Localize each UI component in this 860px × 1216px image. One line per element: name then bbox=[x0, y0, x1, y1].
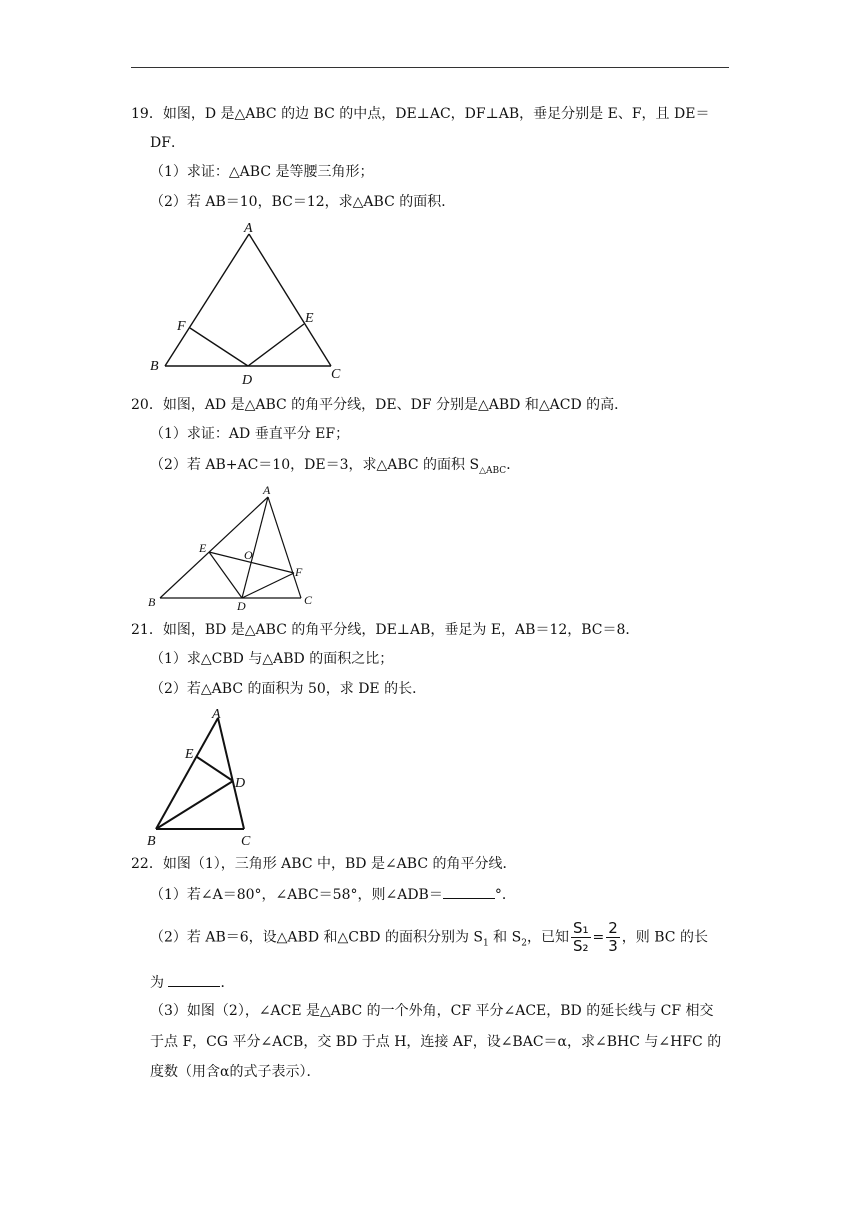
q22-part2-blank[interactable] bbox=[168, 972, 220, 987]
q22-s1-sub: 1 bbox=[483, 938, 489, 949]
q20-label-c: C bbox=[304, 593, 313, 607]
q20-part1: （1）求证：AD 垂直平分 EF； bbox=[150, 426, 350, 442]
q22-part2 bbox=[150, 920, 708, 960]
q19-label-f: F bbox=[177, 319, 186, 334]
q22-part1-blank[interactable] bbox=[443, 884, 495, 899]
q22-frac-den: S₂ bbox=[572, 937, 589, 955]
q22-part1-end: °． bbox=[494, 887, 516, 903]
q21-label-e: E bbox=[185, 747, 194, 762]
q22-part3-line3: 度数（用含α的式子表示）． bbox=[150, 1064, 321, 1080]
q22-part1-text: （1）若∠A＝80°，∠ABC＝58°，则∠ADB＝ bbox=[150, 887, 443, 903]
q19-label-e: E bbox=[305, 311, 314, 326]
q20-label-o: O bbox=[244, 548, 253, 562]
q21-label-b: B bbox=[147, 834, 156, 849]
q21-line1: 21．如图，BD 是△ABC 的角平分线，DE⊥AB，垂足为 E，AB＝12，BC＝8． bbox=[131, 622, 640, 638]
q22-part2-mid2: ，已知 bbox=[526, 929, 569, 946]
q19-line1: 19．如图，D 是△ABC 的边 BC 的中点，DE⊥AC，DF⊥AB，垂足分别是 E、F，且 DE＝ bbox=[131, 106, 710, 122]
q19-part2: （2）若 AB＝10，BC＝12，求△ABC 的面积． bbox=[150, 194, 456, 210]
q21-part1: （1）求△CBD 与△ABD 的面积之比； bbox=[150, 651, 394, 667]
q22-part2-line2-text: 为 bbox=[150, 975, 164, 991]
q22-frac-val-den: 3 bbox=[608, 937, 618, 955]
q22-line1: 22．如图（1），三角形 ABC 中，BD 是∠ABC 的角平分线． bbox=[131, 856, 517, 872]
q22-part3-line2: 于点 F，CG 平分∠ACB，交 BD 于点 H，连接 AF，设∠BAC＝α，求∠BHC 与∠HFC 的 bbox=[150, 1034, 722, 1050]
q20-part2-text: （2）若 AB+AC＝10，DE＝3，求△ABC 的面积 S bbox=[150, 457, 480, 473]
q19-label-a: A bbox=[244, 221, 253, 236]
q20-label-e: E bbox=[199, 541, 207, 555]
q19-label-b: B bbox=[150, 359, 159, 374]
header-rule bbox=[131, 67, 729, 68]
q20-line1: 20．如图，AD 是△ABC 的角平分线，DE、DF 分别是△ABD 和△ACD 的高． bbox=[131, 397, 629, 413]
q22-frac-val-num: 2 bbox=[608, 919, 618, 937]
q19-label-d: D bbox=[242, 373, 253, 388]
q20-label-d: D bbox=[237, 599, 246, 613]
q21-label-c: C bbox=[241, 834, 251, 849]
q22-s2-sub: 2 bbox=[521, 938, 527, 949]
q20-part2-sub: △ABC bbox=[479, 465, 507, 476]
q19-part1: （1）求证：△ABC 是等腰三角形； bbox=[150, 164, 374, 180]
q22-frac-equals: = bbox=[592, 929, 605, 946]
q22-frac-num: S₁ bbox=[572, 919, 589, 937]
q20-figure bbox=[140, 482, 330, 614]
q20-label-b: B bbox=[148, 595, 156, 609]
q22-part2-line2-end: ． bbox=[220, 975, 235, 991]
q22-part3-line1: （3）如图（2），∠ACE 是△ABC 的一个外角，CF 平分∠ACE，BD 的延长线与 CF 相交 bbox=[150, 1003, 714, 1019]
q20-label-a: A bbox=[263, 483, 271, 497]
q22-part2-text: （2）若 AB＝6，设△ABD 和△CBD 的面积分别为 S bbox=[150, 929, 483, 946]
q20-part2 bbox=[150, 455, 520, 481]
q19-line2: DF． bbox=[150, 135, 185, 151]
q21-part2: （2）若△ABC 的面积为 50，求 DE 的长． bbox=[150, 681, 427, 697]
q21-label-a: A bbox=[212, 707, 221, 722]
q21-figure bbox=[140, 703, 270, 851]
q22-fraction-value bbox=[606, 920, 620, 955]
q19-figure bbox=[140, 218, 360, 388]
q21-label-d: D bbox=[235, 776, 246, 791]
q22-part2-line2 bbox=[150, 972, 234, 993]
q20-label-f: F bbox=[295, 565, 303, 579]
q22-fraction-s bbox=[571, 920, 591, 955]
q19-label-c: C bbox=[331, 367, 341, 382]
q22-part2-end: ，则 BC 的长 bbox=[621, 929, 708, 946]
q22-part2-mid: 和 S bbox=[488, 929, 522, 946]
q22-part1 bbox=[150, 884, 516, 905]
q20-part2-end: ． bbox=[506, 457, 521, 473]
